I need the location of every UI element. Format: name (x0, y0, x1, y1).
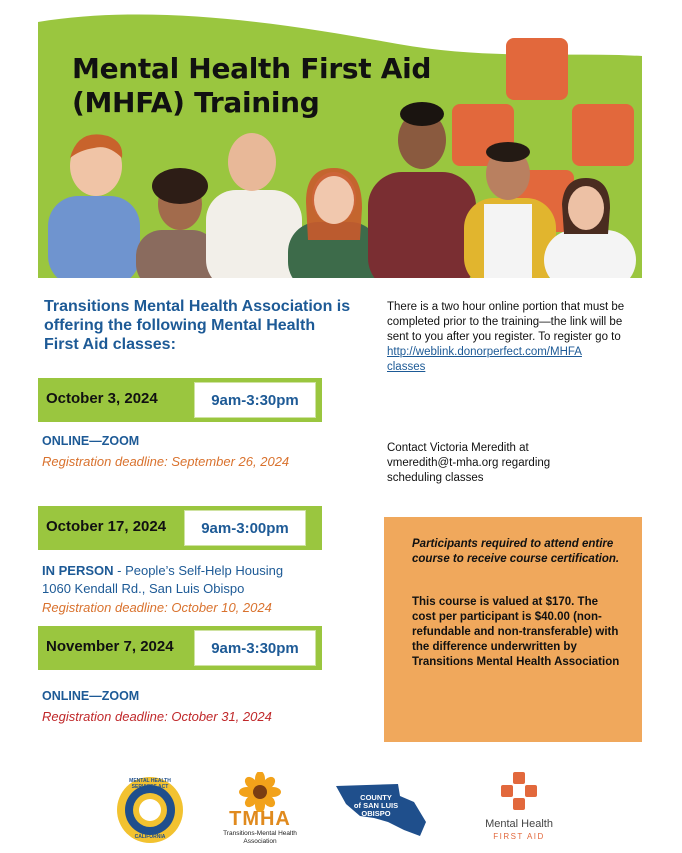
class-date-bar (38, 378, 322, 422)
mhsa-state-text: CALIFORNIA (134, 834, 166, 840)
class-time: 9am-3:30pm (211, 392, 299, 409)
county-line-2: of SAN LUIS (353, 801, 399, 810)
mhfa-name: Mental Health (485, 818, 553, 830)
class-time: 9am-3:00pm (201, 520, 289, 537)
mhsa-ring-text: MENTAL HEALTH SERVICES ACT (129, 778, 171, 790)
mhfa-logo (474, 772, 564, 846)
class-time-box (184, 510, 306, 546)
hero-banner (38, 8, 642, 278)
intro-heading: Transitions Mental Health Association is offering the following Mental Health First Aid classes: (44, 298, 351, 353)
county-line-3: OBISPO (361, 809, 391, 818)
tmha-abbreviation: TMHA (229, 808, 291, 830)
county-line-1: COUNTY (360, 793, 392, 802)
course-info-box (384, 517, 642, 742)
class-date-bar (38, 626, 322, 670)
page-title (72, 52, 452, 120)
class-date: October 17, 2024 (46, 518, 167, 535)
tmha-full-name: Transitions-Mental Health Association (223, 830, 297, 845)
county-name (348, 794, 404, 818)
mhfa-tagline: FIRST AID (493, 832, 545, 841)
orange-cross-icon (474, 772, 564, 814)
class-mode: ONLINE—ZOOM (42, 689, 140, 703)
online-portion-info (387, 300, 627, 375)
county-slo-logo (334, 782, 428, 838)
hero-illustration (38, 8, 642, 278)
location-line-2: 1060 Kendall Rd., San Luis Obispo (42, 581, 245, 596)
location-line-1: - People’s Self-Help Housing (113, 563, 284, 578)
class-date: October 3, 2024 (46, 390, 158, 407)
class-date: November 7, 2024 (46, 638, 174, 655)
class-time-box (194, 630, 316, 666)
tmha-logo (222, 772, 298, 846)
registration-deadline: Registration deadline: October 31, 2024 (42, 709, 272, 724)
class-time: 9am-3:30pm (211, 640, 299, 657)
registration-link[interactable]: http://weblink.donorperfect.com/MHFAclasses (387, 346, 582, 373)
sunflower-icon (222, 772, 298, 812)
class-location (42, 562, 283, 598)
title-line-1: Mental Health First Aid (72, 52, 432, 85)
contact-info: Contact Victoria Meredith at vmeredith@t-mha.org regarding scheduling classes (387, 442, 551, 484)
class-mode: IN PERSON (42, 563, 114, 578)
registration-deadline: Registration deadline: September 26, 2024 (42, 454, 290, 469)
cost-info: This course is valued at $170. The cost per participant is $40.00 (non-refundable and non-transferable) with the difference underwritten by Transitions Mental Health Association (412, 596, 620, 668)
class-mode: ONLINE—ZOOM (42, 434, 140, 448)
certification-note: Participants required to attend entire course to receive course certification. (412, 538, 620, 565)
mhsa-logo (116, 776, 184, 844)
online-portion-text: There is a two hour online portion that must be completed prior to the training—the link will be sent to you after you register. To register go to (387, 301, 625, 343)
class-time-box (194, 382, 316, 418)
registration-deadline: Registration deadline: October 10, 2024 (42, 600, 272, 615)
class-date-bar (38, 506, 322, 550)
title-line-2: (MHFA) Training (72, 86, 320, 119)
